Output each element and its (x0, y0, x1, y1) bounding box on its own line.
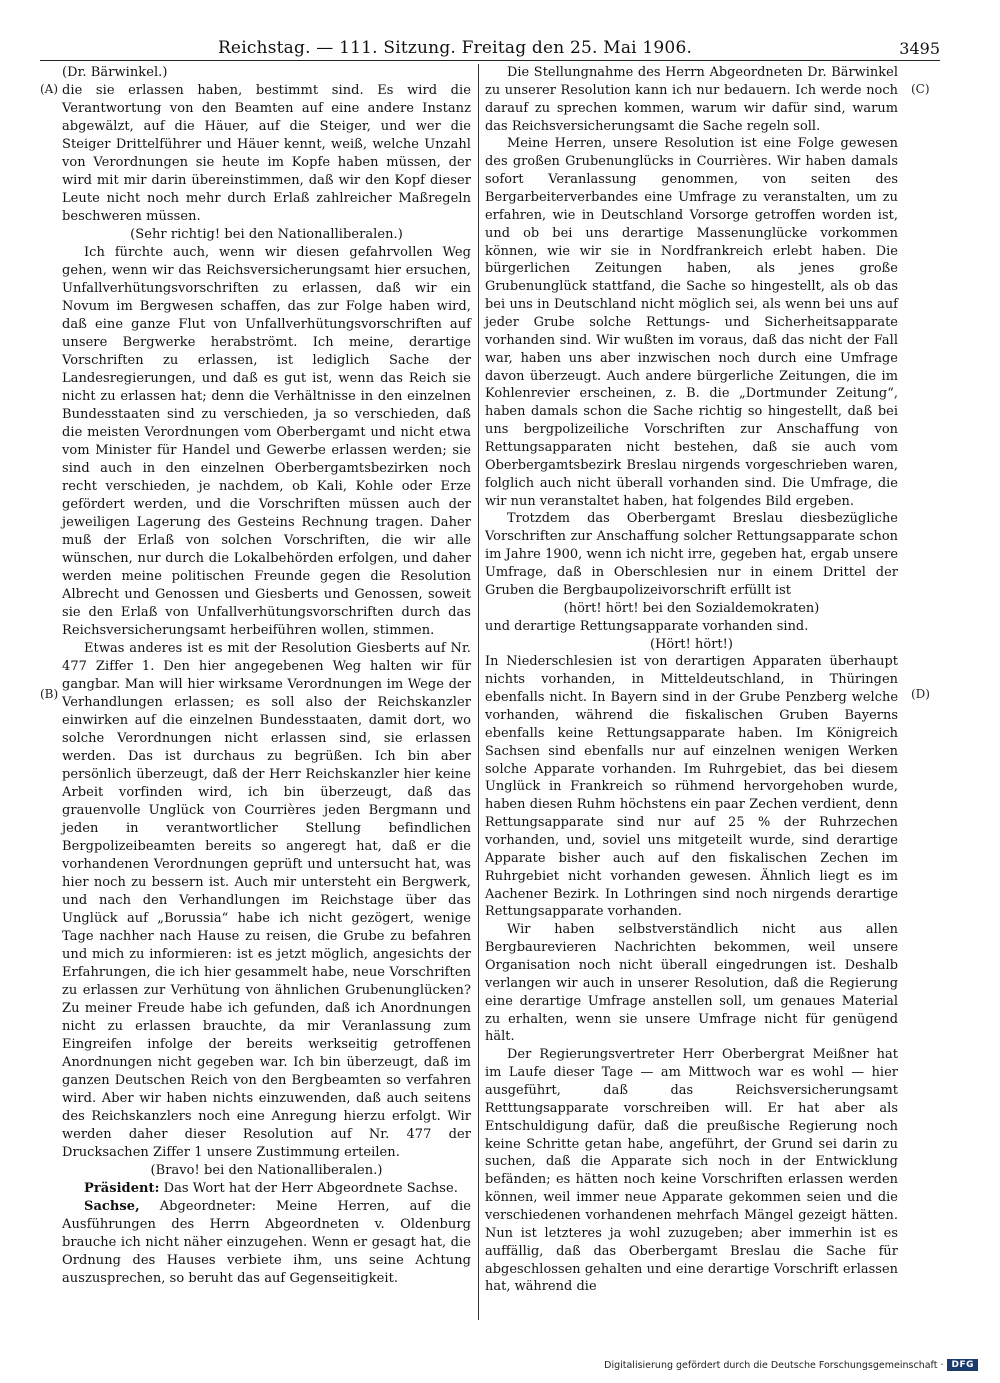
right-column (485, 64, 898, 1320)
paragraph: Etwas anderes ist es mit der Resolution Giesberts auf Nr. 477 Ziffer 1. Den hier angegebenen Weg halten wir für gangbar. Man will hier wirksame Verordnungen im Wege der Verhandlungen erlassen; es soll also der Reichskanzler einwirken auf die einzelnen Bundesstaaten, damit dort, wo solche Verordnungen nicht erlassen sind, sie erlassen werden. Das ist durchaus zu begrüßen. Ich bin aber persönlich überzeugt, daß der Herr Reichskanzler hier keine Arbeit vorfinden wird, ich bin überzeugt, daß das grauenvolle Unglück von Courrières jeden Bergmann und jeden in verantwortlicher Stellung befindlichen Bergpolizeibeamten bereits so angeregt hat, daß er die vorhandenen Verordnungen geprüft und untersucht hat, was hier noch zu bessern ist. Auch mir untersteht ein Bergwerk, und nach den Verhandlungen im Reichstage über das Unglück auf „Borussia“ habe ich nicht gezögert, wenige Tage nachher nach Hause zu reisen, die Grube zu befahren und mich zu informieren: ist es jetzt möglich, angesichts der Erfahrungen, die ich hier gesammelt habe, neue Vorschriften zu erlassen zur Verhütung von ähnlichen Grubenunglücken? Zu meiner Freude habe ich gefunden, daß ich Anordnungen nicht zu erlassen brauchte, da mir Veranlassung zum Eingreifen infolge der bereits werkseitig getroffenen Anordnungen nicht gegeben war. Ich bin überzeugt, daß im ganzen Deutschen Reich von den Bergbeamten so verfahren wird. Aber wir haben nichts einzuwenden, daß auch seitens des Reichskanzlers noch eine Anregung hierzu erfolgt. Wir werden daher dieser Resolution auf Nr. 477 der Drucksachen Ziffer 1 unsere Zustimmung erteilen. (62, 641, 471, 1160)
page-header (40, 38, 940, 61)
interjection: (Hört! hört!) (650, 636, 733, 652)
paragraph: Meine Herren, unsere Resolution ist eine Folge gewesen des großen Grubenunglücks in Courrières. Wir haben damals sofort Veranlassung genommen, von seiten des Bergarbeiterverbandes eine Umfrage zu veranstalten, um zu erfahren, wie in Deutschland Vorsorge getroffen worden ist, und ob bei uns derartige Massenunglücke vorkommen können, wie wir sie in Nordfrankreich erlebt haben. Die bürgerlichen Zeitungen haben, als jenes große Grubenunglück stattfand, die Sache so hingestellt, als ob das bei uns in Deutschland nicht möglich sei, als wenn bei uns auf jeder Grube solche Rettungs- und Sicherheitsapparate vorhanden sind. Wir wußten im voraus, daß das nicht der Fall war, haben uns aber inzwischen noch durch eine Umfrage davon überzeugt. Auch andere bürgerliche Zeitungen, die im Kohlenrevier erscheinen, z. B. die „Dortmunder Zeitung“, haben damals schon die Sache richtig so hingestellt, daß bei uns bergpolizeiliche Vorschriften zur Anschaffung von Rettungsapparaten nicht bestehen, daß sie auch vom Oberbergamtsbezirk Breslau nirgends vorgeschrieben waren, folglich auch nicht überall vorhanden sind. Die Umfrage, die wir nun veranstaltet haben, hat folgendes Bild ergeben. (485, 136, 898, 509)
interjection: (Bravo! bei den Nationalliberalen.) (150, 1163, 383, 1178)
footer-credit (604, 1356, 978, 1374)
paragraph: Ich fürchte auch, wenn wir diesen gefahrvollen Weg gehen, wenn wir das Reichsversicherungsamt hier ersuchen, Unfallverhütungsvorschriften zu erlassen, daß wir ein Novum im Bergwesen schaffen, das zur Folge haben wird, daß eine ganze Flut von Unfallverhütungsvorschriften auf unsere Bergwerke herabströmt. Ich meine, derartige Vorschriften zu erlassen, ist lediglich Sache der Landesregierungen, und daß es gut ist, wenn das Reich sie nicht zu erlassen hat; denn die Verhältnisse in den einzelnen Bundesstaaten sind zu verschieden, ja so verschieden, daß die meisten Verordnungen vom Oberbergamt und nicht etwa vom Minister für Handel und Gewerbe erlassen werden; sie sind auch in den einzelnen Oberbergamtsbezirken noch recht verschieden, je nachdem, ob Kali, Kohle oder Erze gefördert werden, und die Vorschriften müssen auch der jeweiligen Lagerung des Gesteins Rechnung tragen. Daher muß der Erlaß von solchen Vorschriften, die wir alle wünschen, nur durch die Lokalbehörden erfolgen, und daher werden meine politischen Freunde gegen die Resolution Albrecht und Genossen und Giesberts und Genossen, soweit sie den Erlaß von Unfallverhütungsvorschriften durch das Reichsversicherungsamt herbeiführen wollen, stimmen. (62, 245, 471, 638)
president-paragraph (62, 1180, 471, 1198)
paragraph: In Niederschlesien ist von derartigen Apparaten überhaupt nichts vorhanden, in Mitteldeutschland, in Thüringen ebenfalls nicht. In Bayern sind in der Grube Penzberg welche vorhanden, während die fiskalischen Gruben Bayerns ebenfalls keine Rettungsapparate haben. Im Königreich Sachsen sind ebenfalls nur auf einzelnen wenigen Werken solche Apparate vorhanden. Im Ruhrgebiet, das bei diesem Unglück in Frankreich so rühmend hervorgehoben wurde, haben diesen Ruhm höchstens ein paar Zechen verdient, denn Rettungsapparate sind nur auf 25 % der Ruhrzechen vorhanden, und, soviel uns mitgeteilt wurde, sind derartige Apparate bisher auch auf den fiskalischen Zechen im Ruhrgebiet nicht vorhanden gewesen. Ähnlich liegt es im Aachener Bezirk. In Lothringen sind noch nirgends derartige Rettungsapparate vorhanden. (485, 654, 898, 920)
paragraph: Trotzdem das Oberbergamt Breslau diesbezügliche Vorschriften zur Anschaffung solcher Rettungsapparate schon im Jahre 1900, wenn ich nicht irre, gegeben hat, ergab unsere Umfrage, daß in Oberschlesien nur in einem Drittel der Gruben die Bergbaupolizeivorschrift erfüllt ist (485, 511, 898, 598)
sachse-text: Abgeordneter: Meine Herren, auf die Ausführungen des Herrn Abgeordneten v. Oldenburg brauche ich nicht näher einzugehen. Wenn er gesagt hat, die Ordnung des Hauses verbiete ihm, uns seine Achtung auszusprechen, so beruht das auf Gegenseitigkeit. (62, 1199, 471, 1286)
interjection: (Sehr richtig! bei den Nationalliberalen.) (130, 227, 403, 242)
paragraph: die sie erlassen haben, bestimmt sind. Es wird die Verantwortung von den Beamten auf eine andere Instanz abgewälzt, auf die Häuer, auf die Steiger, und wer die Steiger Drittelführer und Häuer kennt, weiß, welche Unzahl von Verordnungen sie heute im Kopfe haben müssen, der wird mit mir darin übereinstimmen, daß wir den Kopf dieser Leute nicht noch mehr durch Erlaß zahlreicher Maßregeln beschweren müssen. (62, 83, 471, 224)
sachse-paragraph (62, 1198, 471, 1288)
interjection: (hört! hört! bei den Sozialdemokraten) (563, 600, 820, 616)
margin-mark-b: (B) (40, 687, 59, 701)
margin-mark-d: (D) (911, 687, 930, 701)
page-number: 3495 (899, 39, 940, 58)
paragraph: Der Regierungsvertreter Herr Oberbergrat Meißner hat im Laufe dieser Tage — am Mittwoch war es wohl — hier ausgeführt, daß das Reichsversicherungsamt Retttungsapparate vorschreiben will. Er hat aber als Entschuldigung dafür, daß die preußische Regierung noch keine Schritte getan habe, angeführt, der Grund sei darin zu suchen, daß die Apparate sich noch in der Entwicklung befänden; es hätten noch keine Vorschriften erlassen werden können, weil immer neue Apparate gekommen seien und die verschiedenen vorhandenen mehrfach Mängel gezeigt hätten. Nun ist letzteres ja wohl zuzugeben; aber immerhin ist es auffällig, daß das Oberbergamt Breslau die Sache für abgeschlossen gehalten und eine derartige Vorschrift erlassen hat, während die (485, 1047, 898, 1295)
paragraph: Die Stellungnahme des Herrn Abgeordneten Dr. Bärwinkel zu unserer Resolution kann ich nur bedauern. Ich werde noch darauf zu sprechen kommen, warum wir dafür sind, warum das Reichsversicherungsamt die Sache regeln soll. (485, 65, 898, 134)
paragraph: und derartige Rettungsapparate vorhanden sind. (485, 618, 809, 634)
header-title: Reichstag. — 111. Sitzung. Freitag den 25. Mai 1906. (217, 38, 693, 58)
sachse-label: Sachse, (84, 1199, 140, 1214)
footer-text: Digitalisierung gefördert durch die Deutsche Forschungsgemeinschaft · (604, 1359, 944, 1371)
president-label: Präsident: (84, 1181, 160, 1196)
dfg-logo: DFG (947, 1359, 978, 1371)
president-text: Das Wort hat der Herr Abgeordnete Sachse. (163, 1181, 458, 1196)
margin-mark-c: (C) (911, 82, 930, 96)
column-divider (478, 64, 479, 1320)
left-column (62, 64, 471, 1320)
speaker-tag: (Dr. Bärwinkel.) (62, 65, 168, 80)
margin-mark-a: (A) (40, 82, 59, 96)
paragraph: Wir haben selbstverständlich nicht aus allen Bergbaurevieren Nachrichten bekommen, weil unsere Organisation noch nicht überall eingedrungen ist. Deshalb verlangen wir auch in unserer Resolution, daß die Regierung eine derartige Umfrage anstellen soll, um genaues Material zu erhalten, wenn sie unsere Umfrage nicht für genügend hält. (485, 922, 898, 1045)
